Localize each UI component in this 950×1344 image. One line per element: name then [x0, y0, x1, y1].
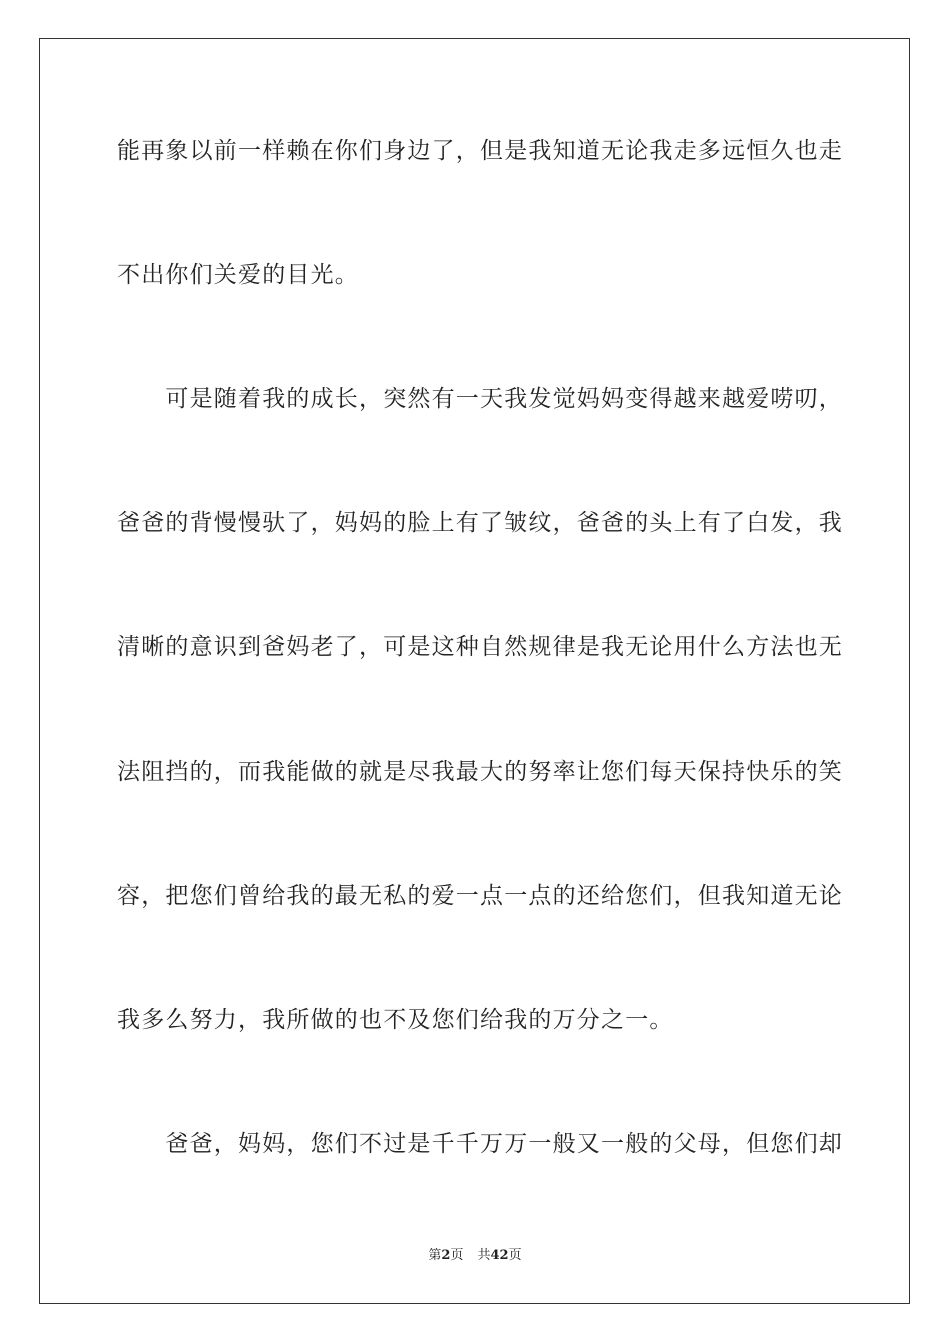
page-border	[39, 38, 910, 1304]
body-line: 容，把您们曾给我的最无私的爱一点一点的还给您们，但我知道无论	[117, 883, 843, 909]
total-pages-count: 42	[490, 1248, 509, 1263]
total-pages-prefix: 共	[477, 1248, 491, 1263]
body-line: 不出你们关爱的目光。	[117, 262, 359, 288]
body-line: 可是随着我的成长，突然有一天我发觉妈妈变得越来越爱唠叨，	[117, 386, 843, 412]
body-line: 清晰的意识到爸妈老了，可是这种自然规律是我无论用什么方法也无	[117, 634, 843, 660]
body-line: 爸爸，妈妈，您们不过是千千万万一般又一般的父母，但您们却	[117, 1131, 843, 1157]
page-number-suffix: 页	[450, 1248, 464, 1263]
total-pages-suffix: 页	[508, 1248, 522, 1263]
body-line: 爸爸的背慢慢驮了，妈妈的脸上有了皱纹，爸爸的头上有了白发，我	[117, 510, 843, 536]
page-footer	[0, 1244, 950, 1263]
body-line: 我多么努力，我所做的也不及您们给我的万分之一。	[117, 1007, 674, 1033]
page-number-prefix: 第	[428, 1248, 442, 1263]
body-line: 能再象以前一样赖在你们身边了，但是我知道无论我走多远恒久也走	[117, 138, 843, 164]
page-number-current: 2	[441, 1248, 451, 1263]
body-line: 法阻挡的，而我能做的就是尽我最大的努率让您们每天保持快乐的笑	[117, 759, 843, 785]
